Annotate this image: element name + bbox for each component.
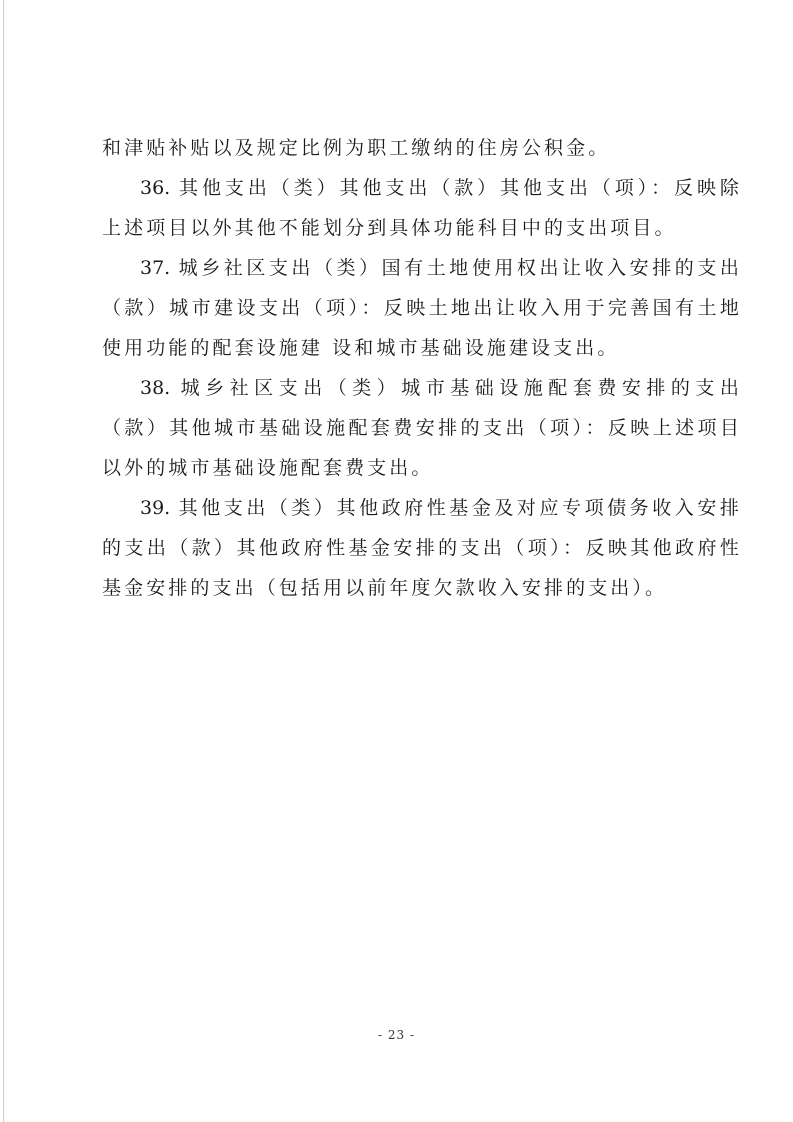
item-number: 38. xyxy=(140,377,171,399)
page-edge-line xyxy=(3,0,4,1122)
page-number: - 23 - xyxy=(377,1028,415,1042)
paragraph-text: 城乡社区支出（类）城市基础设施配套费安排的支出（款）其他城市基础设施配套费安排的支出（项）：反映上述项目以外的城市基础设施配套费支出。 xyxy=(102,377,742,479)
paragraph-item-38 xyxy=(102,368,742,488)
paragraph-item-37 xyxy=(102,248,742,368)
paragraph-text: 其他支出（类）其他政府性基金及对应专项债务收入安排的支出（款）其他政府性基金安排的支出（项）：反映其他政府性基金安排的支出（包括用以前年度欠款收入安排的支出）。 xyxy=(102,497,742,599)
paragraph-item-36 xyxy=(102,168,742,248)
item-number: 37. xyxy=(140,257,171,279)
paragraph-continuation xyxy=(102,128,742,168)
paragraph-text: 其他支出（类）其他支出（款）其他支出（项）：反映除上述项目以外其他不能划分到具体功能科目中的支出项目。 xyxy=(102,177,742,239)
paragraph-text: 和津贴补贴以及规定比例为职工缴纳的住房公积金。 xyxy=(102,137,611,159)
document-body xyxy=(102,128,742,608)
paragraph-text: 城乡社区支出（类）国有土地使用权出让收入安排的支出（款）城市建设支出（项）：反映土地出让收入用于完善国有土地使用功能的配套设施建 设和城市基础设施建设支出。 xyxy=(102,257,742,359)
paragraph-item-39 xyxy=(102,488,742,608)
item-number: 39. xyxy=(140,497,171,519)
item-number: 36. xyxy=(140,177,171,199)
